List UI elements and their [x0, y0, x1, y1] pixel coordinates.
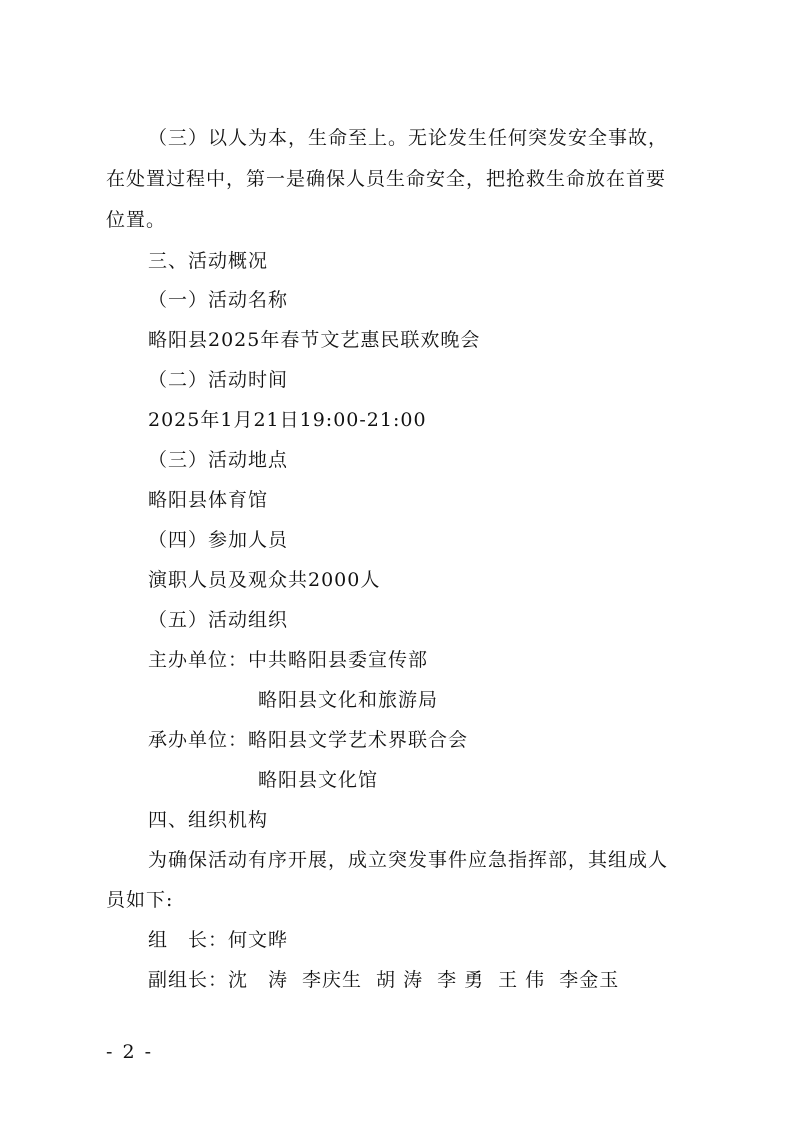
activity-time-label: （二）活动时间	[148, 369, 289, 391]
deputy-name: 李 勇	[437, 969, 485, 991]
activity-place-label: （三）活动地点	[148, 449, 289, 471]
deputy-name: 李金玉	[559, 969, 620, 991]
undertaker-org-2: 略阳县文化馆	[258, 769, 379, 791]
deputy-name: 王 伟	[498, 969, 546, 991]
page-number: - 2 -	[106, 1041, 154, 1063]
section-3-heading: 三、活动概况	[148, 250, 269, 272]
activity-name-label: （一）活动名称	[148, 289, 289, 311]
deputy-label: 副组长：	[148, 969, 229, 991]
activity-name-value: 略阳县2025年春节文艺惠民联欢晚会	[148, 329, 481, 351]
host-label: 主办单位：	[148, 649, 249, 671]
host-org-2: 略阳县文化和旅游局	[258, 689, 439, 711]
activity-place-value: 略阳县体育馆	[148, 489, 269, 511]
principle-3-label: （三）以人为本，生命至上。	[148, 127, 409, 149]
participants-value: 演职人员及观众共2000人	[148, 569, 381, 591]
principle-3-line-1	[148, 126, 668, 150]
deputy-name: 李庆生	[302, 969, 363, 991]
leader-label: 组 长：	[148, 929, 229, 951]
section-4-heading: 四、组织机构	[148, 809, 269, 831]
leader-row	[148, 928, 288, 952]
undertaker-label: 承办单位：	[148, 729, 249, 751]
principle-3-line-3: 位置。	[106, 209, 167, 231]
deputy-name: 沈 涛	[228, 969, 289, 991]
deputy-name: 胡 涛	[376, 969, 424, 991]
section-4-intro-line-1: 为确保活动有序开展，成立突发事件应急指挥部，其组成人	[148, 849, 669, 871]
principle-3-line-2: 在处置过程中，第一是确保人员生命安全，把抢救生命放在首要	[106, 168, 667, 190]
participants-label: （四）参加人员	[148, 529, 289, 551]
undertaker-org-1: 略阳县文学艺术界联合会	[248, 729, 469, 751]
deputy-row	[148, 968, 619, 992]
undertaker-row-1	[148, 728, 468, 752]
host-org-1: 中共略阳县委宣传部	[248, 649, 429, 671]
section-4-intro-line-2: 员如下:	[106, 889, 174, 911]
host-row-1	[148, 648, 428, 672]
activity-time-value: 2025年1月21日19:00-21:00	[148, 409, 427, 431]
principle-3-text-1: 无论发生任何突发安全事故，	[408, 127, 669, 149]
leader-name: 何文晔	[228, 929, 289, 951]
organization-label: （五）活动组织	[148, 609, 289, 631]
